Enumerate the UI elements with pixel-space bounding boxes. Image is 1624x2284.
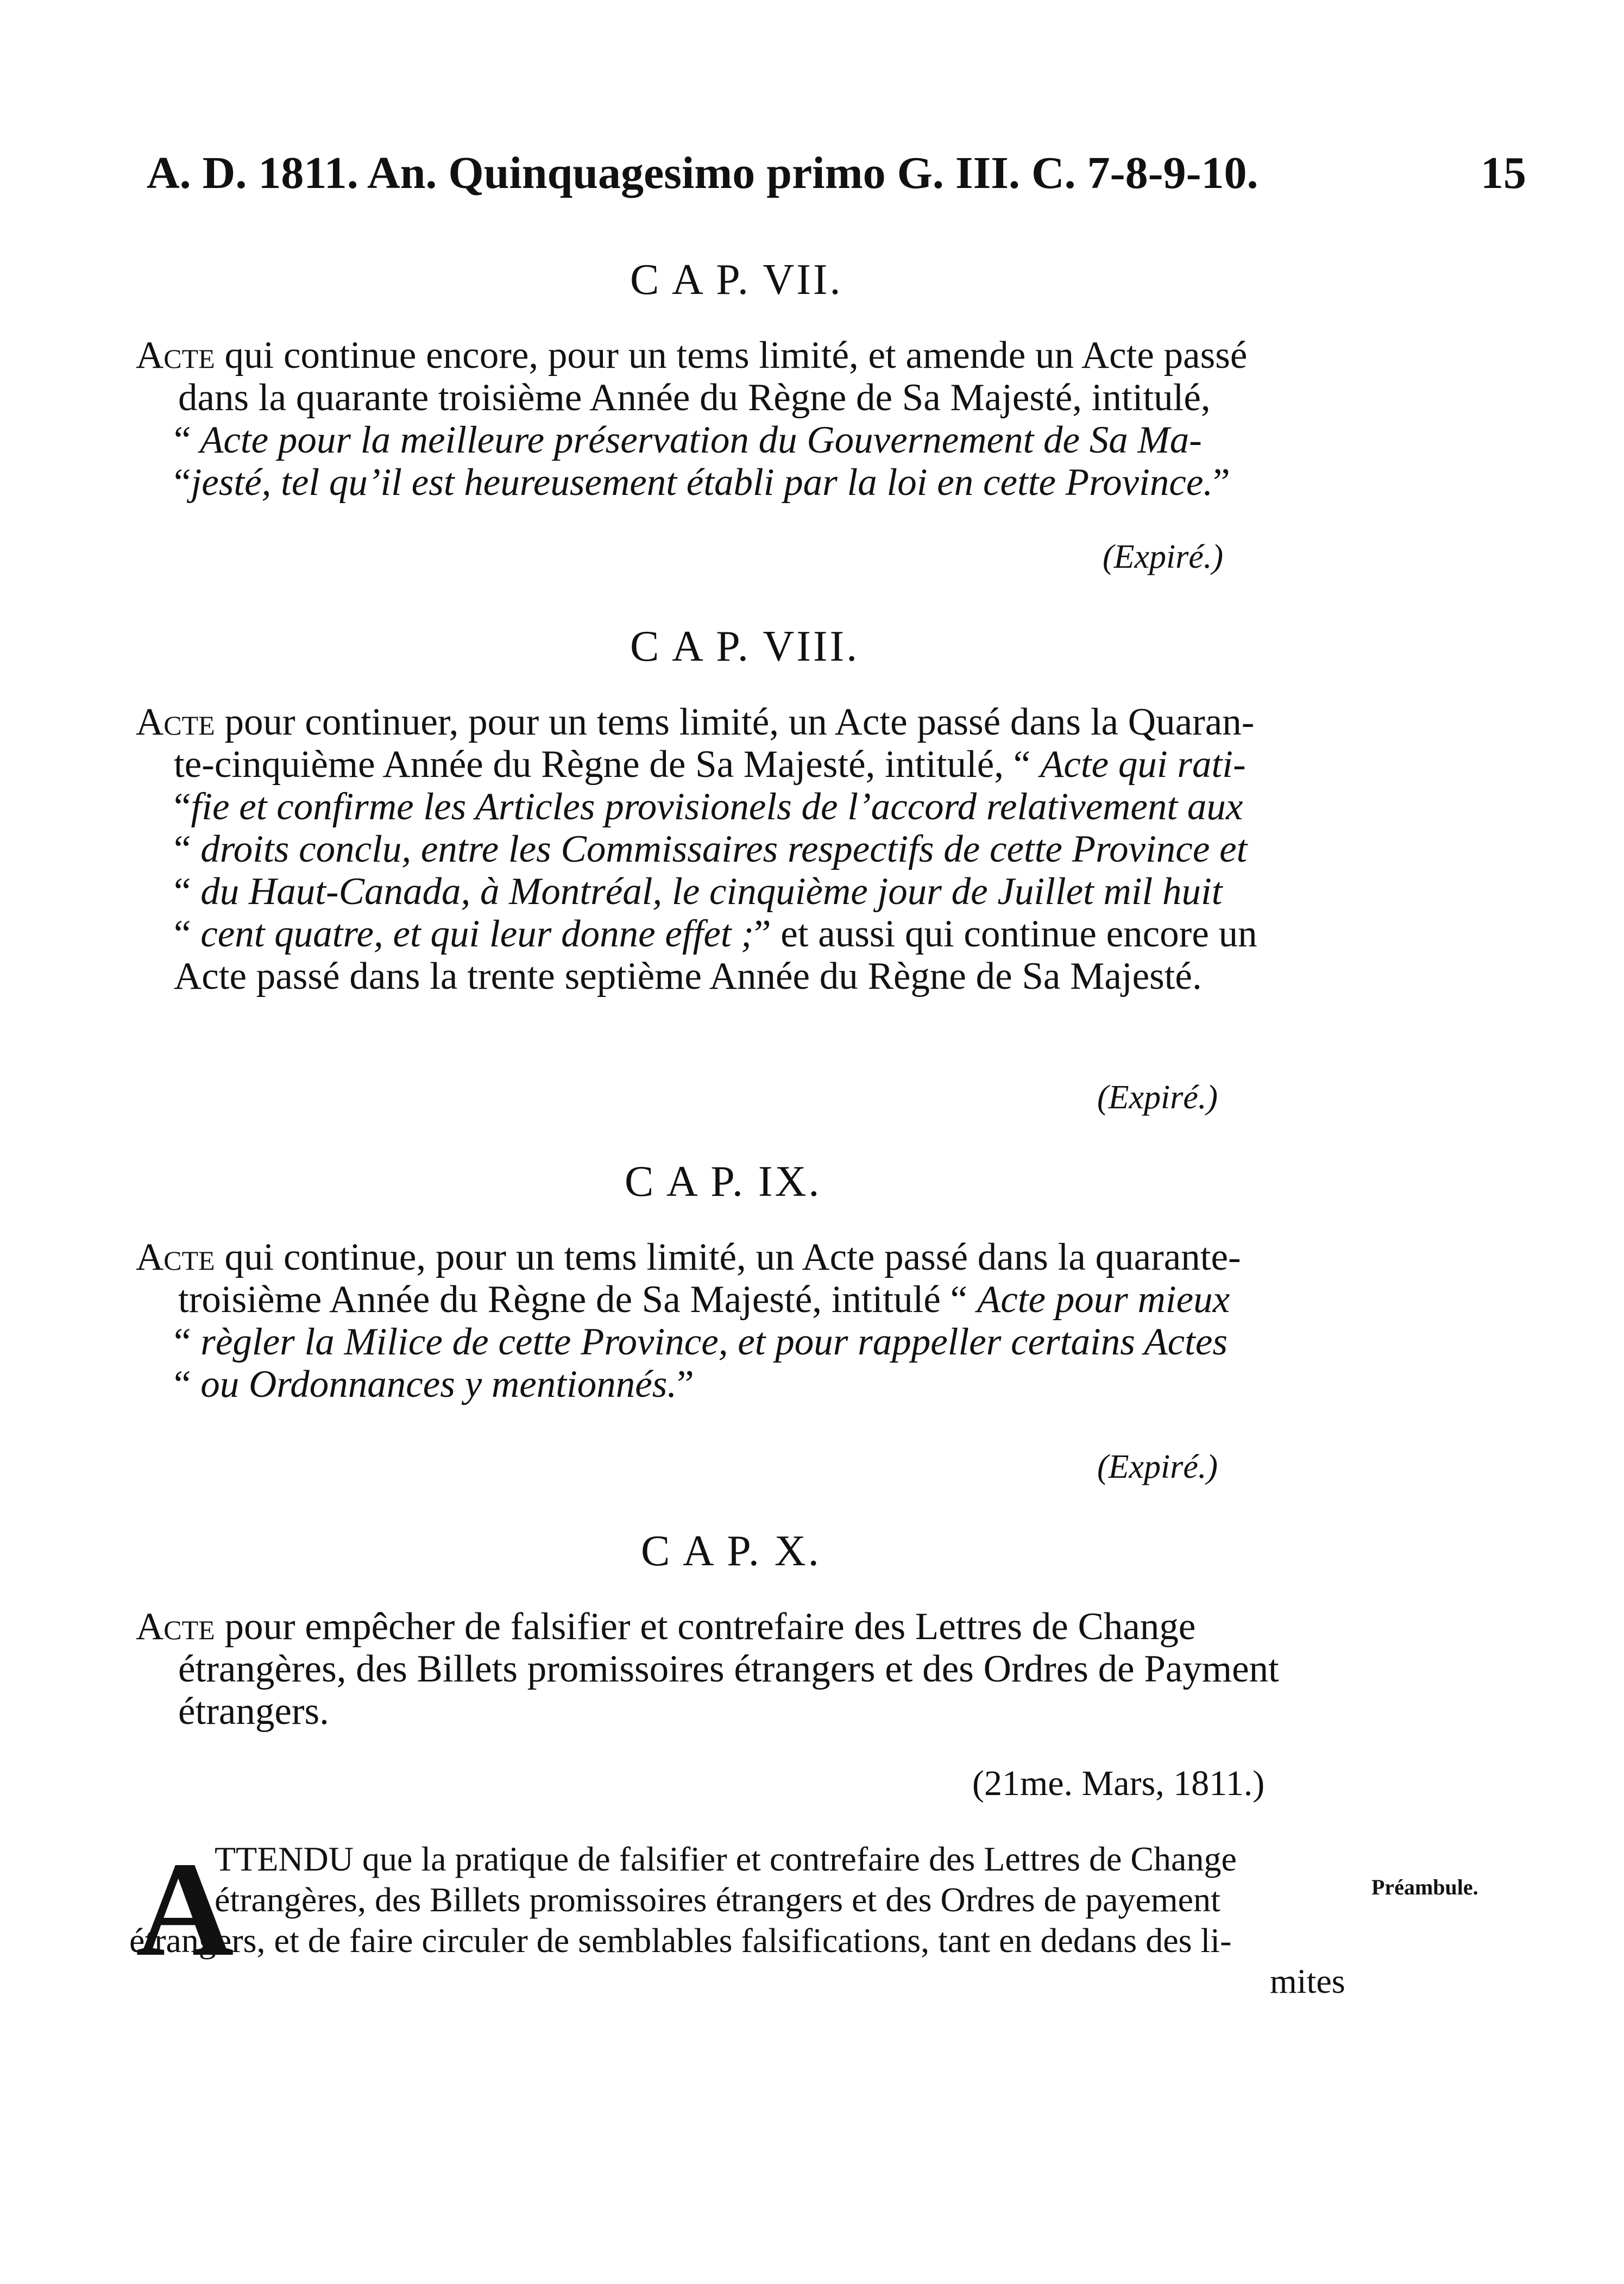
chapter-heading-viii: C A P. VIII. [630,623,860,670]
chapter-ix-status: (Expiré.) [1097,1448,1218,1485]
text-line: étrangères, des Billets promissoires étrangers et des Ordres de Payment [178,1648,1279,1690]
text-line: Acte pour empêcher de falsifier et contrefaire des Lettres de Change [136,1605,1196,1648]
chapter-heading-vii: C A P. VII. [630,256,843,304]
text-line: te-cinquième Année du Règne de Sa Majesté, intitulé, “ Acte qui rati- [174,743,1246,786]
text-line: troisième Année du Règne de Sa Majesté, intitulé “ Acte pour mieux [178,1278,1230,1321]
preamble-line: mites [1270,1962,1345,2000]
running-header [147,147,1526,206]
text-line: Acte pour continuer, pour un tems limité, un Acte passé dans la Quaran- [136,701,1255,743]
text-line: Acte qui continue encore, pour un tems limité, et amende un Acte passé [136,334,1248,377]
text-line: étrangers. [178,1690,329,1733]
text-line: Acte passé dans la trente septième Année du Règne de Sa Majesté. [174,955,1202,997]
text-line: “fie et confirme les Articles provisionels de l’accord relativement aux [174,786,1243,828]
chapter-heading-ix: C A P. IX. [625,1158,822,1206]
drop-cap: A [136,1834,234,1985]
chapter-vii-status: (Expiré.) [1103,538,1224,575]
text-line: “ ou Ordonnances y mentionnés.” [174,1363,694,1405]
text-line: Acte qui continue, pour un tems limité, un Acte passé dans la quarante- [136,1236,1241,1278]
text-line: “ cent quatre, et qui leur donne effet ;” et aussi qui continue encore un [174,913,1257,955]
text-line: dans la quarante troisième Année du Règne de Sa Majesté, intitulé, [178,377,1211,419]
preamble-line: étrangers, et de faire circuler de semblables falsifications, tant en dedans des li- [129,1921,1232,1960]
text-line: “ Acte pour la meilleure préservation du Gouvernement de Sa Ma- [174,419,1202,461]
chapter-heading-x: C A P. X. [641,1527,821,1575]
text-line: “ règler la Milice de cette Province, et pour rappeller certains Actes [174,1321,1228,1363]
margin-note: Préambule. [1371,1875,1478,1899]
header-title: A. D. 1811. An. Quinquagesimo primo G. III. C. 7-8-9-10. [147,148,1258,198]
chapter-x-date: (21me. Mars, 1811.) [972,1764,1265,1803]
text-line: “jesté, tel qu’il est heureusement établi par la loi en cette Province.” [174,461,1230,504]
preamble-line: étrangères, des Billets promissoires étrangers et des Ordres de payement [215,1880,1220,1919]
preamble-line: TTENDU que la pratique de falsifier et contrefaire des Lettres de Change [215,1840,1237,1878]
chapter-viii-status: (Expiré.) [1097,1079,1218,1116]
page-number: 15 [1481,148,1526,198]
text-line: “ droits conclu, entre les Commissaires respectifs de cette Province et [174,828,1248,870]
text-line: “ du Haut-Canada, à Montréal, le cinquième jour de Juillet mil huit [174,870,1223,913]
